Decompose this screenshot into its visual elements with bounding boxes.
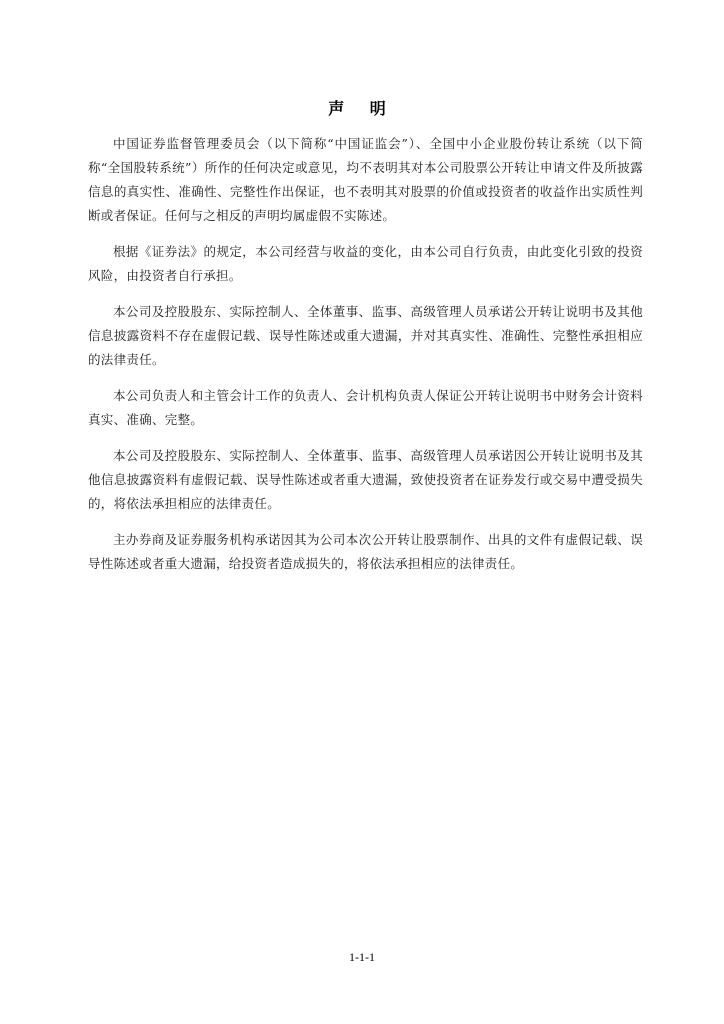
paragraph-broker-commitment: 主办券商及证券服务机构承诺因其为公司本次公开转让股票制作、出具的文件有虚假记载、误导性陈述或者重大遗漏，给投资者造成损失的，将依法承担相应的法律责任。 <box>88 532 643 571</box>
page-title: 声 明 <box>328 99 396 118</box>
page-number: 1-1-1 <box>349 950 375 964</box>
paragraph-disclosure-commitment: 本公司及控股股东、实际控制人、全体董事、监事、高级管理人员承诺公开转让说明书及其他信息披露资料不存在虚假记载、误导性陈述或重大遗漏，并对其真实性、准确性、完整性承担相应的法律责任。 <box>88 304 643 367</box>
statement-body <box>88 132 643 588</box>
paragraph-csrc-disclaimer: 中国证券监督管理委员会（以下简称“中国证监会”）、全国中小企业股份转让系统（以下简称“全国股转系统”）所作的任何决定或意见，均不表明其对本公司股票公开转让申请文件及所披露信息的真实性、准确性、完整性作出保证，也不表明其对股票的价值或投资者的收益作出实质性判断或者保证。任何与之相反的声明均属虚假不实陈述。 <box>88 136 643 223</box>
paragraph-securities-law: 根据《证券法》的规定，本公司经营与收益的变化，由本公司自行负责，由此变化引致的投资风险，由投资者自行承担。 <box>88 244 643 283</box>
paragraph-liability-commitment: 本公司及控股股东、实际控制人、全体董事、监事、高级管理人员承诺因公开转让说明书及其他信息披露资料有虚假记载、误导性陈述或者重大遗漏，致使投资者在证券发行或交易中遭受损失的，将依法承担相应的法律责任。 <box>88 448 643 511</box>
paragraph-financial-guarantee: 本公司负责人和主管会计工作的负责人、会计机构负责人保证公开转让说明书中财务会计资料真实、准确、完整。 <box>88 388 643 427</box>
